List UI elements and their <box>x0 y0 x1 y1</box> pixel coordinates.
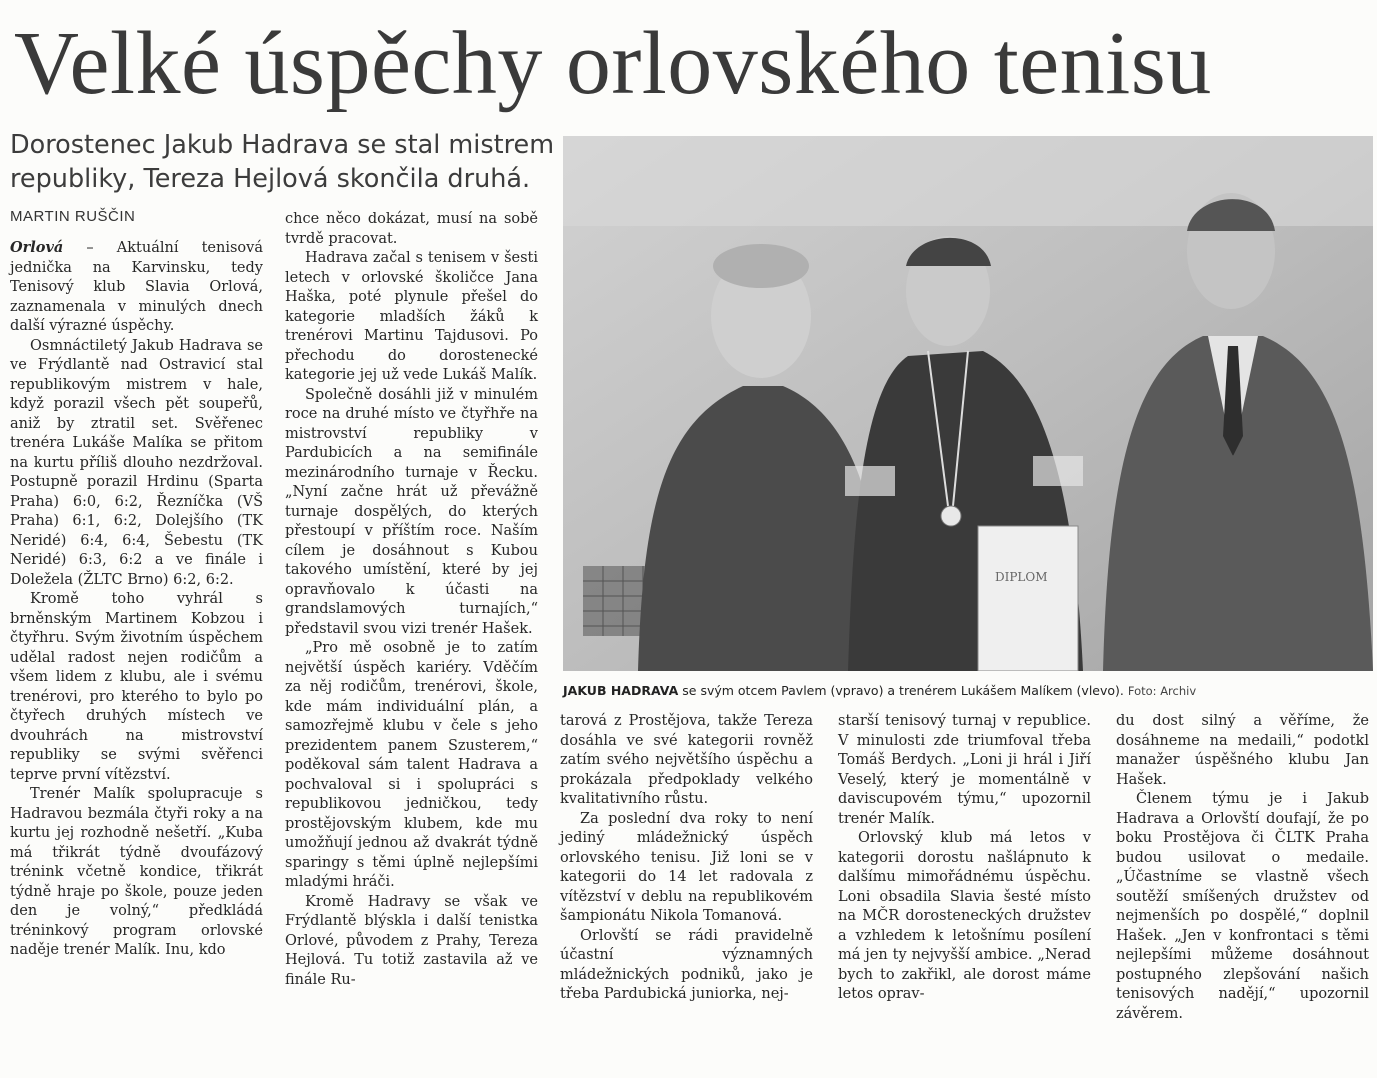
article-column-4 <box>838 712 1091 1005</box>
photo-illustration <box>563 136 1373 671</box>
article-column-5 <box>1116 712 1369 1024</box>
paragraph <box>10 238 263 337</box>
paragraph-text: – Aktuální tenisová jednička na Karvinsku, tedy Tenisový klub Slavia Orlová, zaznamenala v minulých dnech další výrazné úspěchy. <box>10 240 263 334</box>
paragraph: tarová z Prostějova, takže Tereza dosáhla ve své kategorii rovněž zatím svého největšího úspěchu a prokázala předpoklady velkého kvalitativního růstu. <box>560 713 813 807</box>
paragraph: Kromě Hadravy se však ve Frýdlantě blýskla i další tenistka Orlové, původem z Prahy, Tereza Hejlová. Tu totiž zastavila až ve finále Ru- <box>285 893 538 988</box>
paragraph: Členem týmu je i Jakub Hadrava a Orlovští doufají, že po boku Prostějova či ČLTK Praha budou usilovat o medaile. „Účastníme se vlastně všech soutěží smíšených družstev od nejmenších po dospělé,“ doplnil Hašek. „Jen v konfrontaci s těmi nejlepšími můžeme dosáhnout postupného zlepšování našich tenisových nadějí,“ upozornil závěrem. <box>1116 791 1369 1022</box>
article-column-3 <box>560 712 813 1005</box>
caption-name: JAKUB HADRAVA <box>563 683 679 698</box>
paragraph: „Pro mě osobně je to zatím největší úspěch kariéry. Vděčím za něj rodičům, trenérovi, škole, kde mám individuální plán, a samozřejmě klubu v čele s jeho prezidentem panem Szusterem,“ poděkoval sám talent Hadrava a pochvaloval si i spolupráci s republikovou jedničkou, tedy prostějovským klubem, kde mu umožňují jednou až dvakrát týdně sparingy s těmi úplně nejlepšími mladými hráči. <box>285 640 538 890</box>
paragraph: Společně dosáhli již v minulém roce na druhé místo ve čtyřhře na mistrovství republiky v Pardubicích a na semifinále mezinárodního turnaje v Řecku. „Nyní začne hrát už převážně turnaje dospělých, do kterých přestoupí v příštím roce. Naším cílem je dosáhnout s Kubou takového umístění, které by jej opravňovalo k účasti na grandslamových turnajích,“ představil svou vizi trenér Hašek. <box>285 386 538 637</box>
paragraph: Orlovský klub má letos v kategorii dorostu našlápnuto k dalšímu mimořádnému úspěchu. Loni obsadila Slavia šesté místo na MČR dorosteneckých družstev a vzhledem k letošnímu posílení má jen ty nejvyšší ambice. „Nerad bych to zakřikl, ale dorost máme letos oprav- <box>838 830 1091 1002</box>
lead-place: Orlová <box>10 239 64 256</box>
paragraph: du dost silný a věříme, že dosáhneme na medaili,“ podotkl manažer úspěšného klubu Jan Hašek. <box>1116 713 1369 788</box>
caption-text: se svým otcem Pavlem (vpravo) a trenérem Lukášem Malíkem (vlevo). <box>678 683 1124 698</box>
subheadline: Dorostenec Jakub Hadrava se stal mistrem republiky, Tereza Hejlová skončila druhá. <box>10 130 555 194</box>
diploma-text: DIPLOM <box>995 570 1048 584</box>
paragraph: Orlovští se rádi pravidelně účastní významných mládežnických podniků, jako je třeba Pardubická juniorka, nej- <box>560 927 813 1002</box>
article-photo <box>563 136 1373 671</box>
headline: Velké úspěchy orlovského tenisu <box>14 14 1212 113</box>
photo-caption <box>563 683 1373 698</box>
paragraph: Za poslední dva roky to není jediný mládežnický úspěch orlovského tenisu. Již loni se v kategorii do 14 let radovala z vítězství v deblu na republikovém šampionátu Nikola Tomanová. <box>560 810 813 924</box>
article-column-1 <box>10 238 263 961</box>
photo-credit: Foto: Archiv <box>1127 684 1197 698</box>
paragraph: Kromě toho vyhrál s brněnským Martinem Kobzou i čtyřhru. Svým životním úspěchem udělal radost nejen rodičům a všem lidem z klubu, ale i svému trenérovi, pro kterého to bylo po čtyřech druhých místech ve dvouhrách na mistrovství republiky se svými svěřenci teprve první vítězství. <box>10 591 263 783</box>
paragraph: Trenér Malík spolupracuje s Hadravou bezmála čtyři roky a na kurtu jej rozhodně nešetří. „Kuba má třikrát týdně dvoufázový trénink včetně kondice, třikrát týdně hraje po škole, pouze jeden den je volný,“ předkládá tréninkový program orlovské naděje trenér Malík. Inu, kdo <box>10 786 263 958</box>
paragraph: Osmnáctiletý Jakub Hadrava se ve Frýdlantě nad Ostravicí stal republikovým mistrem v hale, když porazil všech pět soupeřů, aniž by ztratil set. Svěřenec trenéra Lukáše Malíka se přitom na kurtu příliš dlouho nezdržoval. Postupně porazil Hrdinu (Sparta Praha) 6:0, 6:2, Řezníčka (VŠ Praha) 6:1, 6:2, Dolejšího (TK Neridé) 6:4, 6:4, Šebestu (TK Neridé) 6:3, 6:2 a ve finále i Doležela (ŽLTC Brno) 6:2, 6:2. <box>10 337 263 588</box>
paragraph: chce něco dokázat, musí na sobě tvrdě pracovat. <box>285 211 538 247</box>
paragraph: starší tenisový turnaj v republice. V minulosti zde triumfoval třeba Tomáš Berdych. „Loni ji hrál i Jiří Veselý, který je momentálně v daviscupovém týmu,“ upozornil trenér Malík. <box>838 713 1091 827</box>
author-byline: MARTIN RUŠČIN <box>10 208 136 225</box>
paragraph: Hadrava začal s tenisem v šesti letech v orlovské školičce Jana Haška, poté plynule přešel do kategorie mladších žáků k trenérovi Martinu Tajdusovi. Po přechodu do dorostenecké kategorie jej už vede Lukáš Malík. <box>285 250 538 383</box>
article-column-2 <box>285 210 538 990</box>
